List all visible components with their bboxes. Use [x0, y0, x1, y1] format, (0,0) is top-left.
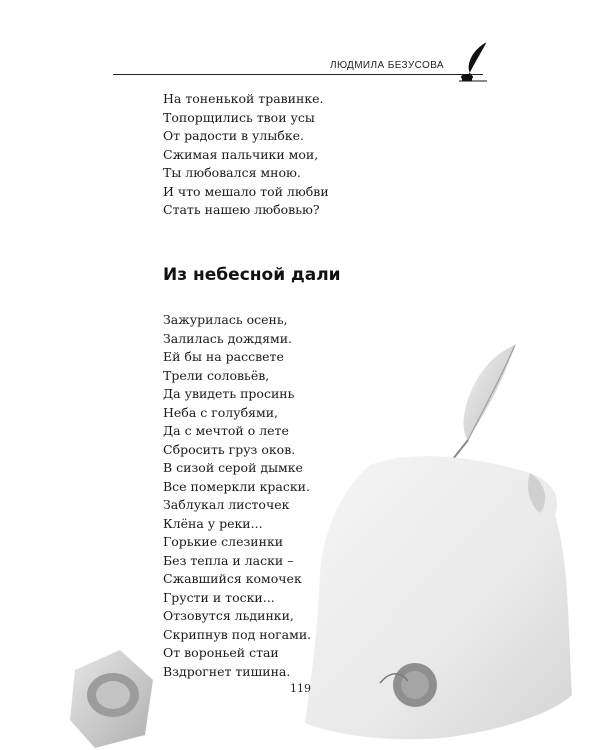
poem-line: Все померкли краски. — [163, 478, 310, 494]
poem-line: Неба с голубями, — [163, 404, 279, 420]
poem-line: Трели соловьёв, — [163, 367, 270, 383]
poem-title: Из небесной дали — [163, 265, 341, 285]
poem-line: Заблукал листочек — [163, 497, 290, 512]
poem-line: Сжимая пальчики мои, — [163, 146, 319, 162]
poem-line: Да увидеть просинь — [163, 386, 295, 401]
continued-stanza — [163, 90, 329, 220]
poem-line: От вороньей стаи — [163, 645, 279, 660]
poem-line: На тоненькой травинке. — [163, 91, 324, 106]
poem-line: Горькие слезинки — [163, 534, 284, 549]
poem-line: Отзовутся льдинки, — [163, 608, 294, 623]
running-header-author: ЛЮДМИЛА БЕЗУСОВА — [330, 60, 445, 71]
poem-line: Топорщились твои усы — [163, 109, 315, 125]
poem-line: От радости в улыбке. — [163, 128, 304, 143]
parchment-scroll-illustration — [300, 445, 590, 750]
inkwell-illustration — [65, 640, 160, 750]
page-number: 119 — [290, 682, 311, 695]
poem-line: И что мешало той любви — [163, 183, 329, 199]
poem-line: Зажурилась осень, — [163, 312, 288, 327]
poem-line: Стать нашею любовью? — [163, 202, 320, 217]
poem-line: В сизой серой дымке — [163, 460, 303, 475]
quill-inkwell-icon — [457, 40, 491, 82]
poem-line: Без тепла и ласки – — [163, 552, 294, 568]
poem-body — [163, 311, 311, 681]
poem-line: Да с мечтой о лете — [163, 423, 289, 438]
poem-line: Сбросить груз оков. — [163, 441, 296, 457]
poem-line: Ей бы на рассвете — [163, 349, 284, 364]
poem-line: Скрипнув под ногами. — [163, 626, 312, 642]
poem-line: Клёна у реки... — [163, 515, 263, 531]
poem-line: Ты любовался мною. — [163, 165, 301, 180]
header-rule — [113, 74, 483, 75]
poem-line: Грусти и тоски... — [163, 589, 275, 605]
poem-line: Сжавшийся комочек — [163, 571, 302, 586]
poem-line: Залилась дождями. — [163, 330, 293, 346]
poem-line: Вздрогнет тишина. — [163, 663, 291, 679]
